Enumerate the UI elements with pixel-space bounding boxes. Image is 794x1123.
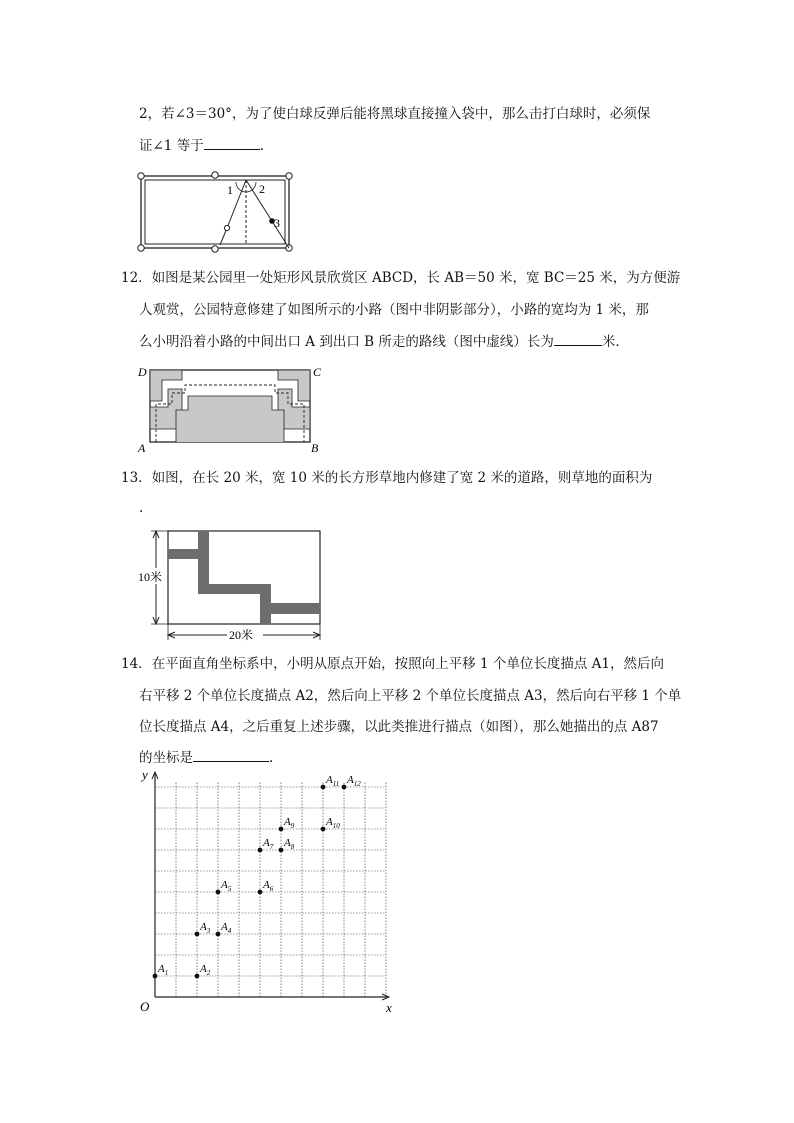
pocket-top-mid [212, 172, 218, 178]
label-B: B [311, 441, 319, 455]
black-ball-path [246, 180, 289, 248]
point-a5 [216, 890, 221, 895]
q13-text-line2: . [139, 500, 144, 516]
q12-line3-end: 米． [601, 334, 629, 350]
pocket-bottom-left [138, 245, 144, 251]
point-label-a1: $A_1$ [158, 963, 169, 977]
point-label-a3: $A_3$ [200, 921, 211, 935]
point-a4 [216, 932, 221, 937]
point-label-a2: $A_2$ [200, 963, 211, 977]
park-path-figure [136, 363, 326, 455]
point-a1 [153, 974, 158, 979]
pocket-top-right [286, 173, 292, 179]
point-a8 [279, 848, 284, 853]
q13-number: 13． [121, 470, 152, 486]
point-label-a4: $A_4$ [221, 921, 232, 935]
point-label-a6: $A_6$ [263, 879, 274, 893]
point-a10 [321, 827, 326, 832]
q13-text-line1 [121, 469, 652, 487]
q14-number: 14． [121, 656, 152, 672]
q11-text-line1: 2，若∠3＝30°，为了使白球反弹后能将黑球直接撞入袋中，那么击打白球时，必须保 [139, 106, 651, 122]
q12-text-line3 [139, 332, 629, 351]
angle-1-label: 1 [227, 183, 233, 197]
point-a7 [258, 848, 263, 853]
billiard-table-figure [135, 170, 295, 256]
point-label-a10: $A_{10}$ [326, 816, 340, 830]
q14-line4-text: 的坐标是 [139, 750, 193, 766]
q14-text-line4 [139, 748, 273, 767]
pocket-bottom-mid [212, 246, 218, 252]
q14-text-line3: 位长度描点 A4，之后重复上述步骤，以此类推进行描点（如图），那么她描出的点 A87 [139, 719, 659, 735]
angle-3-label: 3 [274, 216, 280, 230]
y-axis-label: y [142, 767, 148, 782]
q14-answer-blank[interactable] [193, 748, 269, 762]
road-vertical-1 [198, 531, 209, 584]
width-label: 20米 [229, 628, 254, 642]
point-label-a11: $A_{11}$ [326, 774, 340, 788]
q14-line1-text: 在平面直角坐标系中，小明从原点开始，按照向上平移 1 个单位长度描点 A1，然后向 [151, 656, 664, 672]
road-horizontal-3 [271, 603, 320, 614]
point-a2 [195, 974, 200, 979]
label-A: A [138, 441, 146, 455]
q11-text-line2-end: . [259, 138, 264, 154]
lawn-road-figure [135, 528, 325, 643]
q12-line3-text: 么小明沿着小路的中间出口 A 到出口 B 所走的路线（图中虚线）长为 [139, 334, 554, 350]
point-a6 [258, 890, 263, 895]
pocket-top-left [138, 173, 144, 179]
point-a11 [321, 785, 326, 790]
road-horizontal-1 [168, 549, 198, 559]
point-a12 [342, 785, 347, 790]
road-horizontal-2 [198, 584, 270, 594]
q13-line1-text: 如图，在长 20 米，宽 10 米的长方形草地内修建了宽 2 米的道路，则草地的面积为 [151, 470, 653, 486]
q11-text-line2 [139, 136, 264, 155]
q12-text-line1 [121, 269, 680, 287]
q12-answer-blank[interactable] [554, 332, 602, 346]
q12-line1-text: 如图是某公园里一处矩形风景欣赏区 ABCD，长 AB＝50 米，宽 BC＝25 米，为方便游 [151, 270, 681, 286]
point-a9 [279, 827, 284, 832]
points-layer [153, 774, 362, 978]
point-label-a9: $A_9$ [284, 816, 295, 830]
label-C: C [313, 365, 322, 379]
q11-answer-blank[interactable] [204, 136, 260, 150]
x-axis-label: x [386, 1000, 392, 1015]
point-label-a12: $A_{12}$ [347, 774, 361, 788]
q14-line4-end: . [269, 750, 274, 766]
height-label: 10米 [138, 570, 163, 584]
point-label-a7: $A_7$ [263, 837, 274, 851]
center-shaded-block [176, 396, 284, 442]
point-label-a5: $A_5$ [221, 879, 232, 893]
q12-number: 12． [121, 270, 152, 286]
q14-text-line2: 右平移 2 个单位长度描点 A2，然后向上平移 2 个单位长度描点 A3，然后向右平移 1 个单 [139, 688, 682, 704]
label-D: D [138, 365, 147, 379]
road-vertical-2 [260, 584, 271, 624]
origin-label: O [140, 999, 150, 1014]
q14-text-line1 [121, 655, 664, 673]
point-label-a8: $A_8$ [284, 837, 295, 851]
q11-text-line2-start: 证∠1 等于 [139, 138, 204, 154]
point-a3 [195, 932, 200, 937]
coordinate-grid-figure [130, 768, 400, 1018]
q12-text-line2: 人观赏，公园特意修建了如图所示的小路（图中非阴影部分），小路的宽均为 1 米，那 [139, 302, 649, 318]
white-ball [224, 225, 229, 230]
angle-2-label: 2 [259, 182, 265, 196]
